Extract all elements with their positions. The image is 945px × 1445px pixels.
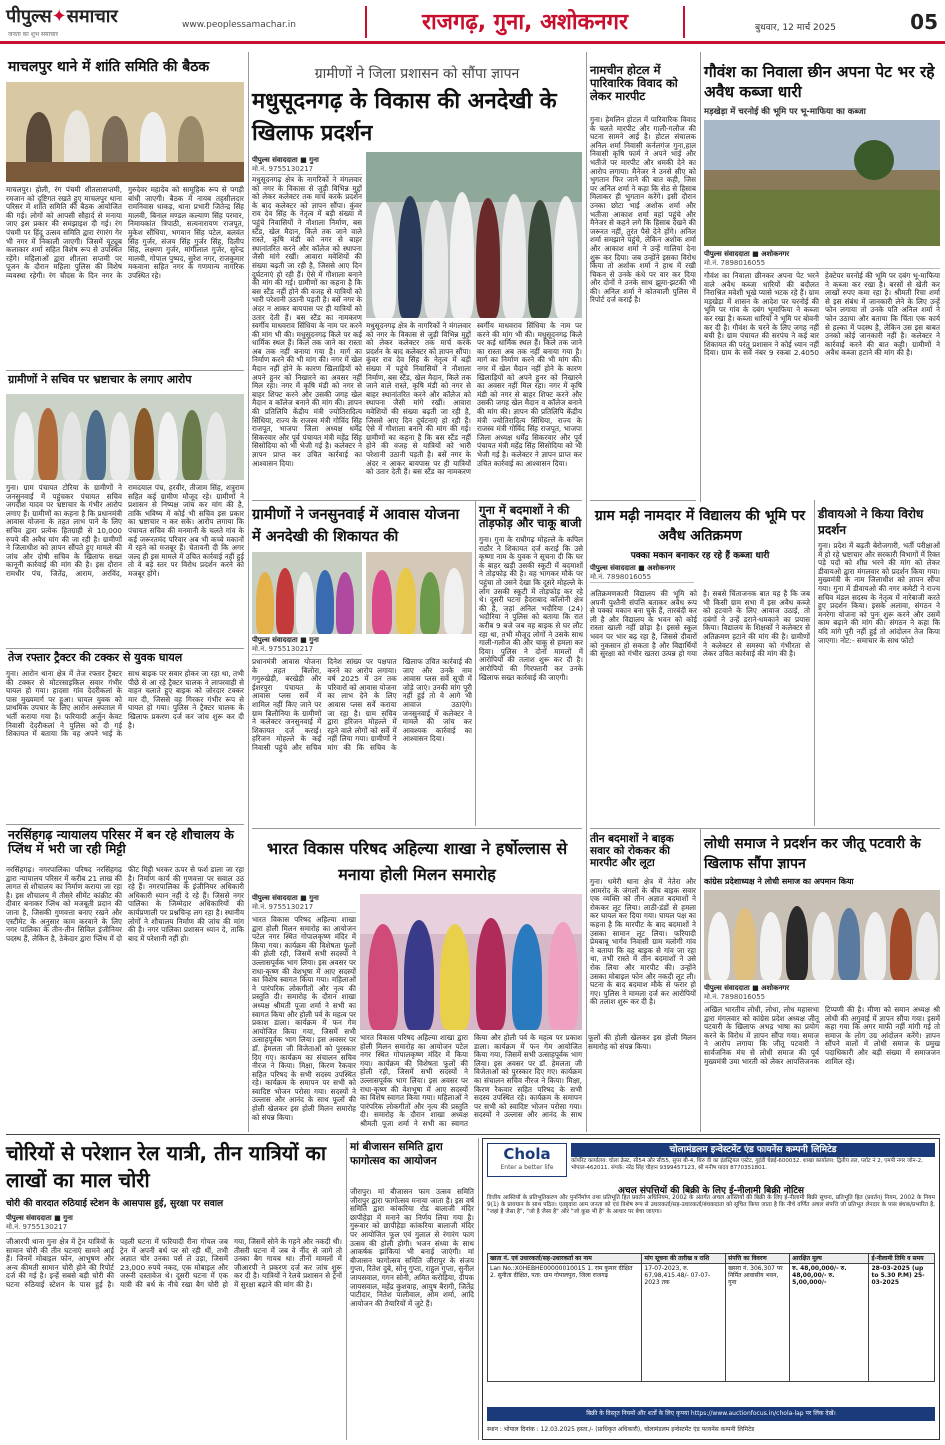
s7-headline: भारत विकास परिषद अहिल्या शाखा ने हर्षोल्लास से मनाया होली मिलन समारोह — [266, 839, 568, 884]
protest-photo — [366, 152, 582, 318]
s4-headline: नरसिंहगढ़ न्यायालय परिसर में बन रहे शौचालय के प्लिंथ में भरी जा रही मिट्टी — [8, 827, 234, 856]
s2-headline: ग्रामीणों ने सचिव पर भ्रष्टाचार के लगाए आरोप — [8, 373, 192, 386]
meeting-photo — [6, 82, 244, 182]
s15-headline: चोरियों से परेशान रेल यात्री, तीन यात्रियों का लाखों का माल चोरी — [6, 1141, 327, 1192]
s9-body: गुना। गुना के राघौगढ़ मोहल्ले के कपिल राठौर ने शिकायत दर्ज कराई कि उसे कृष्णा नाम के युवक ने सूचना दी कि घर के बाहर खड़ी उसकी स्कूटी में बदमाशों ने तोड़फोड़ की है। वह भागकर मौके पर पहुंचा तो उसने देखा कि दूसरे मोहल्ले के लोग उसकी स्कूटी में तोड़फोड़ कर रहे थे। दूसरी घटना हैदराबाद कॉलोनी क्षेत्र की है, जहां अनिल भदौरिया (24) भदौरिया ने पुलिस को बताया कि रात करीब 9 बजे जब वह बाइक से घर लौट रहा था, तभी मौजूद लोगों ने उसके साथ गाली-गलौज की और चाकू से हमला कर दिया। पुलिस ने दोनों मामलों में आरोपियों की तलाश शुरू कर दी है। आरोपियों की गिरफ्तारी कर उनके खिलाफ सख्त कार्रवाई की जाएगी। — [479, 535, 583, 682]
s8-body: गुना। हेमलिन होटल में पारिवारिक विवाद के चलते मारपीट और गाली-गलौज की घटना सामने आई है। होटल संचालक अनिल शर्मा निवासी कर्नलगंज गुना,हाल निवासी कृषि फार्म ने अपने भाई और भतीजे पर मारपीट और धमकी देने का आरोप लगाया। मैनेजर ने उनसे सीए को भुगतान फिर जाने की बात कही, जिस पर अनिल शर्मा ने कहा कि सेठ से हिसाब मिलाकर ही भुगतान करेंगे। इसी दौरान उनका छोटा भाई अशोक शर्मा और भतीजा आकाश शर्मा वहां पहुंचे और मैनेजर से कहने लगे कि हिसाब देखने की जरूरत नहीं, तुरंत पैसे देने होंगे। अनिल शर्मा समझाने पहुंचे, लेकिन अशोक शर्मा और आकाश शर्मा ने उन्हें गालियां देना शुरू कर दिया। जब उन्होंने इसका विरोध किया तो अशोक शर्मा ने हाथ में रखी चिकन से उनके कंधे पर वार कर दिया और दोनों ने उनके साथ झूमा-झटकी भी की। अनिल शर्मा ने कोतवाली पुलिस में रिपोर्ट दर्ज कराई है। — [590, 115, 696, 305]
page-number: 05 — [910, 10, 938, 34]
s15-body: जीआरपी थाना गुना क्षेत्र में ट्रेन यात्रियों के सामान चोरी की तीन घटनाएं सामने आई हैं। जिनमें मोबाइल फोन, आभूषण और अन्य कीमती सामान चोरी होने की रिपोर्ट दर्ज की गई है। इन्हें सबसे बड़ी चोरी की घटना रुठियाई स्टेशन के पास हुई है। पहली घटना में फरियादी रीना गोयल जब ट्रेन में अपनी बर्थ पर सो रही थीं, तभी अज्ञात चोर उनका पर्स ले उड़ा, जिसमें 23,000 रुपये नकद, एक मोबाइल और जरूरी दस्तावेज थे। दूसरी घटना में एक यात्री की बर्थ के नीचे रखा बैग चोरी हो गया, जिसमें सोने के गहने और नकदी थी। तीसरी घटना में जब वे नींद से जागे तो उनका बैग गायब था। तीनों मामलों में जीआरपी ने प्रकरण दर्ज कर जांच शुरू कर दी है। यात्रियों ने रेलवे प्रशासन से ट्रेनों में सुरक्षा बढ़ाने की मांग की है। — [6, 1237, 342, 1289]
s9-headline: गुना में बदमाशों ने की तोड़फोड़ और चाकू बाजी — [479, 503, 582, 530]
s5-byline: पीपुल्स संवाददाता ■ गुना मो.नं. 9755130217 — [252, 156, 362, 175]
notice-footer: बिक्री के विस्तृत नियमों और शर्तों के लिए कृपया https://www.auctionfocus.in/chola-lap पर लिंक देखें। — [487, 1407, 935, 1421]
chola-company: चोलामंडलम इन्वेस्टमेंट एंड फायनेंस कम्पनी लिमिटेड — [571, 1143, 935, 1157]
table-row: Lan No.:X0HEBHE00000010015 1. राम कुमार दीक्षित 2. सुनीता दीक्षित, पता: ग्राम गोपालपुरा, जिला राजगढ़ 17-07-2023, रु. 67,98,415.48/- 07-07-2023 तक खसरा नं. 306,307 पर निर्मित आवासीय भवन, गुना रु. 48,00,000/- रु. 48,00,00/- रु. 5,00,000/- 28-03-2025 (up to 5.30 P.M) 25-03-2025 — [488, 1264, 935, 1382]
s11-headline: गौवंश का निवाला छीन अपना पेट भर रहे अवैध कब्जा धारी — [704, 63, 935, 101]
complaint-photo — [252, 552, 362, 634]
s5-kicker: ग्रामीणों ने जिला प्रशासन को सौंपा ज्ञापन — [314, 66, 520, 82]
s12-body: अतिक्रमणकारी विद्यालय की भूमि को अपनी पुश्तैनी संपत्ति बताकर अवैध रूप से पक्का मकान बना चुके हैं, तारबंदी कर ली है और विद्यालय के भवन को कोई रास्ता खाली नहीं छोड़ा है। इससे स्कूल भवन पर भार बढ़ रहा है, जिससे दीवारों को नुकसान हो सकता है और विद्यार्थियों की सुरक्षा को गंभीर खतरा उत्पन्न हो गया है। सबसे चिंताजनक बात यह है कि जब भी किसी ग्राम सभा में इस अवैध कब्जे को हटवाने के लिए आवाज उठाई, तो दबंगों ने उन्हें डराने-धमकाने का प्रयास किया। विद्यालय के शिक्षकों ने कलेक्टर से अतिक्रमण हटाने की मांग की है। ग्रामीणों ने कलेक्टर से समस्या को गंभीरता से लेकर उचित कार्रवाई की मांग की है। — [590, 589, 810, 659]
s16-headline: मां बीजासन समिति द्वारा फागोत्सव का आयोजन — [350, 1141, 443, 1167]
chola-office: कॉर्पोरेट कार्यालय: चोला क्रेस्ट, सी54 और सी55, सुपर बी-4, थिरु वी का इंडस्ट्रियल एस्टेट, गुइंडी चेन्नई-600032. शाखा कार्यालय: द्वितीय तल, प्लॉट नं 2, एमपी नगर जोन-2, भोपाल-462011. संपर्क: नरेंद्र सिंह चौहान 9399457123, श्री मनीष यादव 8770351801. — [571, 1158, 923, 1171]
col-reserve: आरक्षित मूल्य — [790, 1254, 869, 1264]
chola-ad — [482, 1138, 940, 1440]
s15-byline: पीपुल्स संवाददाता ■ गुना मो.नं. 9755130217 — [6, 1214, 110, 1233]
s6-byline: पीपुल्स संवाददाता ■ गुना मो.नं. 9755130217 — [252, 636, 362, 655]
s1-body: माचलपुर। होली, रंग पंचमी शीतलासप्तमी, रमजान को दृष्टिगत रखते हुए माचलपुर थाना परिसर में शांति समिति की बैठक आयोजित की गई। लोगों को आपसी सौहार्द से मनाया जाए इस प्रकार की समझाइश दी गई। रंग पंचमी पर हिंदू उत्सव समिति द्वारा रंगारंग गेर भी नगर में निकाली जाएगी। जिसमें यूट्यूब कलाकार शर्मा सहित विशेष रूप से उपस्थित रहेंगे। महिलाओं द्वारा शीतला सप्तमी पर पूजन के दौरान महिला पुलिस की विशेष व्यवस्था रहेगी। रंग चौदस के दिन नगर के गुरुदेवर महादेव को सामूहिक रूप से पगड़ी बांधी जाएगी। बैठक में नायब तहसीलदार रामनिवास धाकड़, थाना प्रभारी जितेन्द्र सिंह मालवी, बिनाल मण्डल कल्याण सिंह परमार, निमायकांत त्रिपाठी, सत्यनारायण राजपूत, मुकेश सौंधिया, भगवान सिंह पटेल, बलवंत सिंह गुर्जर, संजय सिंह गुर्जर सिंह, दिलीप सिंह, लक्ष्मण गुर्जर, मांगीलाल गुर्जर, सुरेन्द्र मालवी, गोपाल पुष्पद, सुरेश नगर, राजकुमार मकवाना सहित नगर के गणमान्य नागरिक उपस्थित रहे। — [6, 185, 244, 280]
s2-body: गुना। ग्राम पंचायत टोरिया के ग्रामीणों ने जनसुनवाई में पहुंचकर पंचायत सचिव जगदीश यादव पर भ्रष्टाचार के गंभीर आरोप लगाए हैं। ग्रामीणों का कहना है कि प्रधानमंत्री आवास योजना के तहत लाभ पाने के लिए सचिव द्वारा प्रत्येक हितग्राही से 10,000 रुपये की अवैध मांग की जा रही है। ग्रामीणों ने जिलाधीश को ज्ञापन सौंपते हुए मामले की जांच और दोषी सचिव के खिलाफ सख्त कानूनी कार्रवाई की मांग की है। इस दौरान रामधीर पंच, जितेंद्र, आराम, अरविंद, रामदयाल पंच, हरवीर, तीजाम सिंह, शत्रुराम सहित कई ग्रामीण मौजूद रहे। ग्रामीणों ने प्रशासन से निष्पक्ष जांच कर मांग की है, ताकि भविष्य में कोई भी सचिव इस प्रकार का भ्रष्टाचार न कर सके। आरोप लगाया कि पंचायत सचिव की मनमानी के चलते गांव के कई जरूरतमंद परिवार अब भी कच्चे मकानों में रहने को मजबूर हैं। चेतावनी दी कि अगर जल्द ही इस मामले में उचित कार्रवाई नहीं हुई तो वे बड़े स्तर पर विरोध प्रदर्शन करने को मजबूर होंगे। — [6, 483, 244, 578]
s10-body: गुना। धमेरी थाना क्षेत्र में नेतेरा और आमरोद के जंगलों के बीच बाइक सवार एक व्यक्ति को तीन अज्ञात बदमाशों ने रोककर लूट लिया। लाठी-डंडों से हमला कर घायल कर दिया गया। घायल पक्ष का कहना है कि मारपीट के बाद बदमाशों ने उसका सामान लूट लिया। फरियादी प्रेमबाबू भार्गव निवासी ग्राम मलोगी गांव ने बताया कि वह बाइक से गांव जा रहा था, तभी रास्ते में तीन बदमाशों ने उसे रोक लिया और मारपीट की। उन्होंने उसका मोबाइल फोन और नकदी लूट ली। घटना के बाद बदमाश मौके से फरार हो गए। पुलिस ने मामला दर्ज कर आरोपियों की तलाश शुरू कर दी है। — [590, 877, 696, 1007]
s7-body-cols: भारत विकास परिषद अहिल्या शाखा द्वारा होली मिलन समारोह का आयोजन पटेल नगर स्थित गोपालकृष्ण मंदिर में किया गया। कार्यक्रम की विशेषता फूलों की होली रही, जिसमें सभी सदस्यों ने उल्लासपूर्वक भाग लिया। इस अवसर पर राधा-कृष्ण की वेशभूषा में आए सदस्यों का विशेष स्वागत किया गया। महिलाओं ने पारंपरिक लोकगीतों और नृत्य की प्रस्तुति दी। समारोह के दौरान शाखा अध्यक्ष श्रीमती पूजा शर्मा ने सभी का स्वागत किया और होली पर्व के महत्व पर प्रकाश डाला। कार्यक्रम में फन गेम आयोजित किया गया, जिसमें सभी उत्साहपूर्वक भाग लिया। इस अवसर पर डॉ. हेमलता जी विजेताओं को पुरस्कार दिए गए। कार्यक्रम का संचालन सचिव नीरज ने किया। मिक्षा, किरण रैकवार सहित परिषद के सभी सदस्य उपस्थित रहे। कार्यक्रम के समापन पर सभी को स्वादिष्ट भोजन परोसा गया। सदस्यों ने उल्लास और आनंद के साथ फूलों की होली खेलकर इस होली मिलन समारोह को संपन्न किया। — [360, 1033, 696, 1128]
chola-brand-sub: Enter a better life — [500, 1164, 554, 1171]
auction-table — [487, 1253, 935, 1403]
website: www.peoplessamachar.in — [182, 20, 296, 30]
complaint-photo-2 — [366, 552, 472, 634]
s14-headline: लोधी समाज ने प्रदर्शन कर जीतू पटवारी के खिलाफ सौंपा ज्ञापन — [704, 836, 921, 872]
notice-footer-2: स्थान : भोपाल दिनांक : 12.03.2025 हस्ता./- (प्राधिकृत अधिकारी), चोलामंडलम इन्वेस्टमेंट एंड फायनेंस कम्पनी लिमिटेड — [487, 1426, 755, 1433]
s12-subheadline: पक्का मकान बनाकर रह रहे हैं कब्जा धारी — [630, 551, 770, 561]
villagers-photo — [6, 394, 244, 480]
s13-body: गुना। प्रदेश में बढ़ती बेरोजगारी, भर्ती परीक्षाओं में हो रहे भ्रष्टाचार और सरकारी विभागों में रिक्त पड़े पदों को शीघ्र भरने की मांग को लेकर डीवायओ द्वारा मंगलवार को प्रदर्शन किया गया। मुख्यमंत्री के नाम जिलाधीश को ज्ञापन सौंपा गया। गुना में डीवायओ की नगर कमेटी ने राज्य सचिव मंडल सदस्य के नेतृत्व में नारेबाजी करते हुए प्रदर्शन किया। इसके अलावा, संगठन ने मनरेगा योजना को पुनः शुरू करने और उसमें काम बढ़ाने की मांग की। संगठन ने कहा कि यदि मांगे पूरी नहीं हुई तो आंदोलन तेज किया जाएगा। नोट:- समाचार के साथ फोटो — [818, 541, 940, 645]
s15-subheadline: चोरी की वारदात रुठियाई स्टेशन के आसपास हुई, सुरक्षा पर सवाल — [6, 1199, 224, 1209]
col-property: संपत्ति का विवरण — [726, 1254, 790, 1264]
issue-date: बुधवार, 12 मार्च 2025 — [755, 23, 836, 33]
holi-photo — [360, 894, 582, 1030]
land-photo — [704, 120, 940, 246]
s6-body: प्रधानमंत्री आवास योजना के तहत बिलोरा, गगुरुखेड़ी, बरखेड़ी और ईशरपुरा पंचायत के आवास प्लस सर्वे में शामिल नहीं किए जाने पर ग्राम बिलौनिया के ग्रामीणों ने कलेक्टर जनसुनवाई में शिकायत दर्ज कराई। हरिजन मोहल्ले के कई निवासी पहुंचे और सचिव दिनेश सांख्य पर पक्षपात करने का आरोप लगाया। वर्ष 2025 में उन तक परिवारों को आवास योजना का लाभ देने के लिए आवास प्लस सर्वे कराया जा रहा है। ग्राम सचिव द्वारा हरिजन मोहल्ले में रहने वाले लोगों को सर्वे में नहीं लिया गया। ग्रामीणों ने मांग की कि सचिव के खिलाफ उचित कार्रवाई की जाए और उनके नाम आवास प्लस सर्वे सूची में जोड़े जाएं। उनकी मांग पूरी नहीं हुई तो वे आगे भी आवाज उठाएंगे। जनसुनवाई में कलेक्टर ने मामले की जांच कर आवश्यक कार्रवाई का आश्वासन दिया। — [252, 657, 472, 752]
s4-body: नरसिंहगढ़। नगरपालिका परिषद नरसिंहगढ़ द्वारा न्यायालय परिसर में करीब 21 लाख की लागत से शौचालय का निर्माण कराया जा रहा है। इस शौचालय में तीसरे सीमेंट कांक्रीट की दीवार बनाकर प्लिंथ को मजबूती प्रदान की जाना है, जिसकी गुणवत्ता बनाए रखने और एस्टीमेट के अनुसार काम करवाने के लिए नगर पालिका के तीन-तीन सिविल इंजीनियर पदस्थ हैं, लेकिन है, ठेकेदार द्वारा प्लिंथ में दो फीट मिट्टी भरकर ऊपर से फर्श डाला जा रहा है। निर्माण कार्य की गुणवत्ता पर सवाल उठ रहे हैं। नगरपालिका के इंजीनियर अधिकारी अधिकारी ध्यान नहीं दे रहे हैं। जिससे नगर पालिका के जिम्मेदार अधिकारियों की कार्यप्रणाली पर प्रश्नचिन्ह लग रहा है। स्थानीय लोगों ने शौचालय निर्माण की जांच की मांग की है। नगर पालिका प्रशासन ध्यान दे, ताकि बाद में परेशानी नहीं हो। — [6, 865, 244, 943]
s14-byline: पीपुल्स संवाददाता ■ अशोकनगर मो.नं. 7898016055 — [704, 984, 820, 1003]
s11-byline: पीपुल्स संवाददाता ■ अशोकनगर मो.नं. 7898016055 — [704, 250, 940, 269]
col-auction-date: ई-नीलामी तिथि व समय — [869, 1254, 935, 1264]
s3-headline: तेज रफ्तार ट्रैक्टर की टक्कर से युवक घायल — [8, 651, 183, 664]
s7-body-col1: भारत विकास परिषद अहिल्या शाखा द्वारा होली मिलन समारोह का आयोजन पटेल नगर स्थित गोपालकृष्ण मंदिर में किया गया। कार्यक्रम की विशेषता फूलों की होली रही, जिसमें सभी सदस्यों ने उल्लासपूर्वक भाग लिया। इस अवसर पर राधा-कृष्ण की वेशभूषा में आए सदस्यों का विशेष स्वागत किया गया। महिलाओं ने पारंपरिक लोकगीतों और नृत्य की प्रस्तुति दी। समारोह के दौरान शाखा अध्यक्ष श्रीमती पूजा शर्मा ने सभी का स्वागत किया और होली पर्व के महत्व पर प्रकाश डाला। कार्यक्रम में फन गेम आयोजित किया गया, जिसमें सभी उत्साहपूर्वक भाग लिया। इस अवसर पर डॉ. हेमलता जी विजेताओं को पुरस्कार दिए गए। कार्यक्रम का संचालन सचिव नीरज ने किया। मिक्षा, किरण रैकवार सहित परिषद के सभी सदस्य उपस्थित रहे। कार्यक्रम के समापन पर सभी को स्वादिष्ट भोजन परोसा गया। सदस्यों ने उल्लास और आनंद के साथ फूलों की होली खेलकर इस होली मिलन समारोह को संपन्न किया। — [252, 915, 356, 1122]
s8-headline: नामचीन होटल में पारिवारिक विवाद को लेकर मारपीट — [590, 63, 678, 103]
s5-body-col1: मधुसूदनगढ़ क्षेत्र के नागरिकों ने मंगलवार को नगर के विकास से जुड़ी विभिन्न मुद्दों को लेकर कलेक्टर तक मार्च करके प्रदर्शन के बाद कलेक्टर को ज्ञापन सौंपा। कुंवर राव देव सिंह के नेतृत्व में बड़ी संख्या में पहुंचे निवासियों ने नौशाला निर्माण, बस स्टैंड, खेल मैदान, किले तक जाने वाले रास्ते, कृषि मंडी को नगर से बाहर स्थानांतरित करने और कॉलेज को स्थापना जैसी मांगे रखीं। आवारा मवेशियों की संख्या बढ़ती जा रही है, जिससे आए दिन दुर्घटनाएं हो रही हैं। ऐसे में गौशाला बनाने की मांग की गई। ग्रामीणों का कहना है कि बस स्टैंड नहीं होने की वजह से यात्रियों को भारी परेशानी उठानी पड़ती है। बसें नगर के अंदर न आकर बायपास पर ही यात्रियों को उतार देती हैं। बस स्टैंड का नामकरण स्वर्गीय माधवराव सिंधिया के नाम पर करने की मांग भी की। मधुसूदनगढ़ किले पर कई धार्मिक स्थल हैं। किले तक जाने का रास्ता अब तक नहीं बनाया गया है। मार्ग का निर्माण करने की भी मांग की। नगर में खेल मैदान नहीं होने के कारण खिलाड़ियों को अपने हुनर को निखारने का अवसर नहीं मिल रहा। नगर में कृषि मंडी को नगर से बाहर शिफ्ट करने और उसकी जगह खेल मैदान व कॉलेज बनाने की मांग की। ज्ञापन की प्रतिलिपि केंद्रीय मंत्री ज्योतिरादित्य सिंधिया, राज्य के राजस्व मंत्री गोविंद सिंह राजपूत, भाजपा जिला अध्यक्ष धर्मेंद्र सिकरवार और पूर्व पंचायत मंत्री महेंद्र सिंह सिसोदिया को भी भेजी गई है। कलेक्टर ने ज्ञापन प्राप्त कर उचित कार्रवाई का आश्वासन दिया। — [252, 175, 362, 468]
s13-headline: डीवायओ ने किया विरोध प्रदर्शन — [818, 507, 924, 537]
s14-body: अखिल भारतीय लोधी, लोधा, लोध महासभा द्वारा मंगलवार को कांग्रेस प्रदेश अध्यक्ष जीतू पटवारी के खिलाफ अभद्र भाषा का प्रयोग करने के विरोध में ज्ञापन सौंपा गया। समाज ने आरोप लगाया कि जीतू पटवारी ने सार्वजनिक मंच से लोधी समाज की पूर्व मुख्यमंत्री उमा भारती को लेकर आपत्तिजनक टिप्पणी की है। मीणा को समान अध्यक्ष श्री लोधी की अगुवाई में ज्ञापन सौंपा गया। इसमें कहा गया कि अगर माफी नहीं मांगी गई तो समाज के लोग उग्र आंदोलन करेंगे। ज्ञापन सौंपने वालों में लोधी समाज के प्रमुख पदाधिकारी और बड़ी संख्या में समाजजन शामिल रहे। — [704, 1005, 940, 1066]
masthead — [0, 0, 945, 44]
s14-subheadline: कांग्रेस प्रदेशाध्यक्ष ने लोधी समाज का अपमान किया — [704, 877, 854, 886]
s6-headline: ग्रामीणों ने जनसुनवाई में आवास योजना में अनदेखी की शिकायत की — [252, 507, 460, 545]
s10-headline: तीन बदमाशों ने बाइक सवार को रोककर की मारपीट और लूटा — [590, 833, 674, 869]
notice-title: अचल संपत्तियों की बिक्री के लिए ई-नीलामी बिक्री नोटिस — [618, 1186, 804, 1196]
tagline: जनता का शुभ समाचार — [8, 31, 58, 38]
chola-brand: Chola — [503, 1145, 551, 1163]
s5-body-cols: मधुसूदनगढ़ क्षेत्र के नागरिकों ने मंगलवार को नगर के विकास से जुड़ी विभिन्न मुद्दों को लेकर कलेक्टर तक मार्च करके प्रदर्शन के बाद कलेक्टर को ज्ञापन सौंपा। कुंवर राव देव सिंह के नेतृत्व में बड़ी संख्या में पहुंचे निवासियों ने नौशाला निर्माण, बस स्टैंड, खेल मैदान, किले तक जाने वाले रास्ते, कृषि मंडी को नगर से बाहर स्थानांतरित करने और कॉलेज को स्थापना जैसी मांगे रखीं। आवारा मवेशियों की संख्या बढ़ती जा रही है, जिससे आए दिन दुर्घटनाएं हो रही हैं। ऐसे में गौशाला बनाने की मांग की गई। ग्रामीणों का कहना है कि बस स्टैंड नहीं होने की वजह से यात्रियों को भारी परेशानी उठानी पड़ती है। बसें नगर के अंदर न आकर बायपास पर ही यात्रियों को उतार देती हैं। बस स्टैंड का नामकरण स्वर्गीय माधवराव सिंधिया के नाम पर करने की मांग भी की। मधुसूदनगढ़ किले पर कई धार्मिक स्थल हैं। किले तक जाने का रास्ता अब तक नहीं बनाया गया है। मार्ग का निर्माण करने की भी मांग की। नगर में खेल मैदान नहीं होने के कारण खिलाड़ियों को अपने हुनर को निखारने का अवसर नहीं मिल रहा। नगर में कृषि मंडी को नगर से बाहर शिफ्ट करने और उसकी जगह खेल मैदान व कॉलेज बनाने की मांग की। ज्ञापन की प्रतिलिपि केंद्रीय मंत्री ज्योतिरादित्य सिंधिया, राज्य के राजस्व मंत्री गोविंद सिंह राजपूत, भाजपा जिला अध्यक्ष धर्मेंद्र सिकरवार और पूर्व पंचायत मंत्री महेंद्र सिंह सिसोदिया को भी भेजी गई है। कलेक्टर ने ज्ञापन प्राप्त कर उचित कार्रवाई का आश्वासन दिया। — [366, 321, 582, 477]
chola-logo — [487, 1143, 567, 1177]
s12-byline: पीपुल्स संवाददाता ■ अशोकनगर मो.नं. 7898016055 — [590, 564, 694, 583]
s11-subheadline: मड़खेड़ा में चरनोई की भूमि पर भू-माफिया का कब्जा — [704, 107, 866, 117]
s5-headline: मधुसूदनगढ़ के विकास की अनदेखी के खिलाफ प्रदर्शन — [252, 89, 557, 146]
col-account: खाता नं. एवं उधारकर्ता/सह-उधारकर्ता का नाम — [488, 1254, 642, 1264]
s16-body: जीरापुर। मां बीजासन फाग उत्सव समिति जीरापुर द्वारा फागोत्सव मनाया जाता है। इस वर्ष समिति द्वारा कांकरिया रोड बालाजी मंदिर छापीहेड़ा में मनाने का निर्णय लिया गया है। गुरूवार को छापीहेड़ा कांकरिया बालाजी मंदिर पर आयोजित फूल एवं गुलाल से रंगारंग फाग उत्सव की होली होगी। भजन संध्या के साथ आकर्षक झांकियां भी बनाई जाएंगी। मां बीजासन फागोत्सव समिति जीरापुर के संजय गुप्ता, रितेश दुबे, सोनू गुप्ता, राहुल गुप्ता, सुनील जायसवाल, गगन सोनी, अमित करोड़िया, दीपक जायसवाल, महेंद्र कुशवाह, आयुष बैरागी, जितेंद्र पाटीदार, नितेश पालीवाल, ओम शर्मा, आदि आयोजन की तैयारियों में जुटे हैं। — [350, 1187, 474, 1308]
s7-byline: पीपुल्स संवाददाता ■ गुना मो.नं. 9755130217 — [252, 894, 356, 913]
notice-body: वित्तीय आस्तियों के प्रतिभूतिकरण और पुनर्निर्माण तथा प्रतिभूति हित प्रवर्तन अधिनियम, 2002 के अंतर्गत अचल आस्तियों की बिक्री के लिए ई-नीलामी बिक्री सूचना, प्रतिभूति हित (प्रवर्तन) नियम, 2002 के नियम 9(1) के प्रावधान के साथ पठित। एतद्द्वारा आम जनता को एवं विशेष रूप से उधारकर्ता/सह-उधारकर्ता/बंधकदाता को सूचित किया जाता है कि नीचे वर्णित अचल संपत्ति जो प्रतिभूत लेनदार के पास बंधक/प्रभारित है, "जहां है जैसा है", "जो है जैसा है" और "जो कुछ भी है" के आधार पर बेचा जाएगा। — [487, 1195, 935, 1215]
region-banner: राजगढ़, गुना, अशोकनगर — [365, 6, 685, 38]
s11-body: गौवंश का निवाला छीनकर अपना पेट भरने वाले अवैध कब्जा धारियों की बदौलत निराश्रित मवेशी भूखे प्यासे भटक रहे हैं। ग्राम मड़खेड़ा में शासन के आदेश पर चरनोई की भूमि पर गांव के दबंग भूमाफिया ने कब्जा कर रखा है। कब्जा धारियों ने भूमि पर बोवनी कर दी है। गौवंश के चरने के लिए जगह नहीं बची है। ग्राम पंचायत की सरपंच ने कई बार शिकायत की परंतु प्रशासन ने कोई ध्यान नहीं दिया। ग्राम के सर्वे नंबर 9 रकबा 2.4050 हेक्टेयर चरनोई की भूमि पर दबंग भू-माफिया ने कब्जा कर रखा है। बरसों से खेती कर लाखों रुपए कमा रहा है। श्रीमती रिचा शर्मा से इस संबंध में जानकारी लेने के लिए उन्हें फोन लगाया तो उनके पति अनिल शर्मा ने फोन उठाया और बताया कि चिंता एक कार्य से हल्का में पदस्थ है, लेकिन उस इस बाबत उनको कोई जानकारी नहीं है। कलेक्टर ने कार्रवाई करने की बात कही। ग्रामीणों ने अवैध कब्जा हटाने की मांग की है। — [704, 271, 940, 358]
lodhi-protest-photo — [704, 890, 940, 980]
s1-headline: माचलपुर थाने में शांति समिति की बैठक — [8, 59, 210, 75]
col-demand: मांग सूचना की तारीख व राशि — [642, 1254, 726, 1264]
s12-headline: ग्राम मढ़ी नामदार में विद्यालय की भूमि पर अवैध अतिक्रमण — [594, 508, 806, 544]
s3-body: गुना। आरोन थाना क्षेत्र में तेज रफ्तार ट्रैक्टर की टक्कर से मोटरसाइकिल सवार गंभीर घायल हो गया। हादसा गांव देदरीकलां के पास मुख्यमार्ग पर हुआ। घायल युवक को प्राथमिक उपचार के लिए आरोन अस्पताल में भर्ती कराया गया है। फरियादी अर्जुन केवट निवासी देदरीकलां ने पुलिस को दी गई शिकायत में बताया कि वह अपने भाई के साथ बाइक पर सवार होकर जा रहा था, तभी पीछे से आ रहे ट्रैक्टर चालक ने लापरवाही से वाहन चलाते हुए बाइक को जोरदार टक्कर मार दी, जिससे वह गिरकर गंभीर रूप से घायल हो गया। पुलिस ने ट्रैक्टर चालक के खिलाफ प्रकरण दर्ज कर जांच शुरू कर दी है। — [6, 669, 244, 739]
logo: पीपुल्स✦समाचार — [6, 6, 118, 27]
